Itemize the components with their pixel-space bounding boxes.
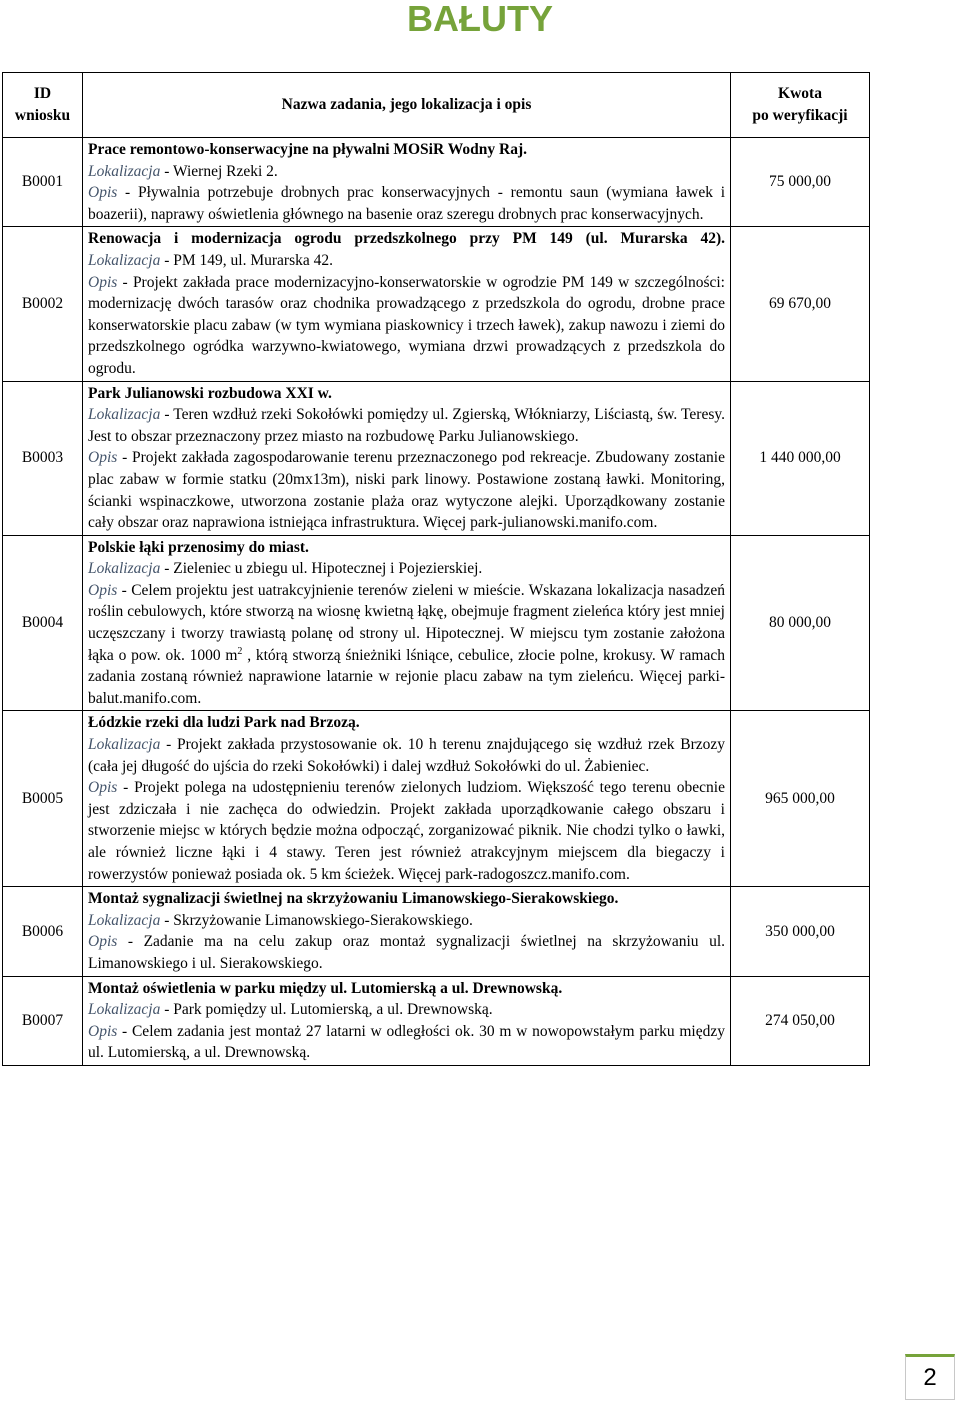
row-id: B0007 [3,976,83,1065]
description-text: - Pływalnia potrzebuje drobnych prac konserwacyjnych - remontu saun (wymiana ławek i boazerii), naprawy oświetlenia głównego na basenie oraz szeregu drobnych prac konserwacyjnych. [88,184,725,223]
page-title: BAŁUTY [407,0,553,39]
header-amount [731,73,870,138]
table-row [3,535,870,711]
description-label: Opis [88,779,118,797]
description-label: Opis [88,1022,118,1040]
task-description [88,272,725,380]
description-text: - Celem zadania jest montaż 27 latarni w odległości ok. 30 m w nowopowstałym parku między ul. Lutomierską, a ul. Drewnowską. [88,1022,725,1062]
row-amount: 1 440 000,00 [731,381,870,535]
description-label: Opis [88,184,118,202]
row-id: B0001 [3,138,83,227]
row-description [83,381,731,535]
row-description [83,227,731,381]
description-text: - Zadanie ma na celu zakup oraz montaż sygnalizacji świetlnej na skrzyżowaniu ul. Limanowskiego i ul. Sierakowskiego. [88,933,725,972]
task-title: Montaż oświetlenia w parku między ul. Lutomierską a ul. Drewnowską. [88,979,563,997]
task-title: Renowacja i modernizacja ogrodu przedszkolnego przy PM 149 (ul. Murarska 42). [88,230,725,248]
task-title: Prace remontowo-konserwacyjne na pływalni MOSiR Wodny Raj. [88,141,528,158]
description-text: - Projekt zakłada prace modernizacyjno-konserwatorskie w ogrodzie PM 149 w szczególności: modernizację dwóch tarasów oraz chodnika prowadzącego z przedszkola do ogrodu, drobne prace konserwatorskie placu zabaw (w tym wymiana piaskownicy i trzech ławek), zakup nawozu i ziemi do przedszkolnego ogródka warzywno-kwiatowego, wymiana drzwi prowadzących z przedszkola do ogrodu. [88,273,725,377]
row-amount: 350 000,00 [731,887,870,976]
task-title: Park Julianowski rozbudowa XXI w. [88,384,332,402]
description-text: - Projekt zakłada zagospodarowanie terenu przeznaczonego pod rekreacje. Zbudowany zostanie plac zabaw w formie statku (20mx13m), niski park linowy. Postawione zostaną ławki. Monitoring, ścianki wspinaczkowe, utworzona zostanie plaża oraz wytyczone alejki. Uporządkowany zostanie cały obszar oraz naprawiona istniejąca infrastruktura. Więcej park-julianowski.manifo.com. [88,449,725,532]
description-label: Opis [88,581,118,599]
row-description [83,711,731,887]
table-header-row [3,73,870,138]
row-description [83,535,731,711]
task-location [88,161,725,183]
projects-table [2,72,870,1066]
location-text: - Wiernej Rzeki 2. [160,162,278,180]
table-row [3,887,870,976]
location-text: - PM 149, ul. Murarska 42. [160,251,333,269]
task-description [88,1021,725,1064]
row-amount: 274 050,00 [731,976,870,1065]
location-label: Lokalizacja [88,162,161,180]
location-text: - Skrzyżowanie Limanowskiego-Sierakowskiego. [160,911,473,929]
header-id-line2: wniosku [14,107,71,124]
row-description [83,138,731,227]
location-label: Lokalizacja [88,1001,161,1019]
table-row [3,381,870,535]
row-amount: 69 670,00 [731,227,870,381]
task-location [88,558,725,580]
task-description [88,447,725,533]
location-text: - Zieleniec u zbiegu ul. Hipotecznej i Pojezierskiej. [160,560,483,578]
task-location [88,910,725,932]
location-label: Lokalizacja [88,560,161,578]
description-text: - Celem projektu jest uatrakcyjnienie terenów zieleni w mieście. Wskazana lokalizacja nasadzeń roślin cebulowych, które stworzą na wiosnę kwietną łąkę, obejmuje fragment zieleńca który jest mniej uczęszczany i tworzy trawiastą polanę od strony ul. Hipotecznej. W miejscu tym zostanie założona łąka o pow. ok. 1000 m [88,581,725,664]
row-amount: 965 000,00 [731,711,870,887]
task-title: Polskie łąki przenosimy do miast. [88,538,309,556]
table-row [3,227,870,381]
header-name-text: Nazwa zadania, jego lokalizacja i opis [281,96,532,114]
description-text: - Projekt polega na udostępnieniu terenów zielonych ludziom. Większość tego terenu obecnie jest zdziczała i nie zachęca do odwiedzin. Projekt zakłada uporządkowanie całego obszaru i stworzenie miejsc w których będzie można odpocząć, zorganizować piknik. Nie chodzi tylko o ławki, ale również liczne łąki i 4 stawy. Teren jest również atrakcyjnym miejscem dla biegaczy i rowerzystów ponieważ posiada ok. 5 km ścieżek. Więcej park-radogoszcz.manifo.com. [88,779,725,883]
location-text: - Teren wzdłuż rzeki Sokołówki pomiędzy ul. Zgierską, Włókniarzy, Liściastą, św. Teresy. Jest to obszar przeznaczony przez miasto na rozbudowę Parku Julianowskiego. [88,406,725,445]
task-title: Łódzkie rzeki dla ludzi Park nad Brzozą. [88,714,360,732]
row-id: B0004 [3,535,83,711]
description-text-tail: , którą stworzą śnieżniki lśniące, cebulice, złocie polne, krokusy. W ramach zadania zostaną również naprawione latarnie w rejonie placu zabaw na tym zieleńcu. Więcej parki-balut.manifo.com. [88,646,725,707]
table-row [3,711,870,887]
row-description [83,976,731,1065]
task-location [88,404,725,447]
header-name [83,73,731,138]
task-title: Montaż sygnalizacji świetlnej na skrzyżowaniu Limanowskiego-Sierakowskiego. [88,890,619,908]
table-row [3,976,870,1065]
location-text: - Projekt zakłada przystosowanie ok. 10 h terenu znajdującego się wzdłuż rzek Brzozy (cała jej długość do ujścia do rzeki Sokołówki) i dalej wzdłuż Sokołówki do ul. Żabieniec. [88,736,725,775]
location-label: Lokalizacja [88,406,161,424]
row-id: B0002 [3,227,83,381]
row-amount: 75 000,00 [731,138,870,227]
table-row [3,138,870,227]
page-number: 2 [905,1354,955,1400]
header-id-line1: ID [33,85,52,103]
description-label: Opis [88,933,118,951]
task-description [88,931,725,974]
header-amount-line2: po weryfikacji [752,107,848,124]
task-description [88,580,725,710]
task-location [88,999,725,1021]
row-description [83,887,731,976]
description-label: Opis [88,273,118,291]
location-label: Lokalizacja [88,251,161,269]
location-label: Lokalizacja [88,736,161,754]
row-id: B0003 [3,381,83,535]
row-amount: 80 000,00 [731,535,870,711]
task-location [88,734,725,777]
task-location [88,250,725,272]
header-amount-line1: Kwota [778,85,822,103]
description-label: Opis [88,449,118,467]
header-id [3,73,83,138]
row-id: B0006 [3,887,83,976]
row-id: B0005 [3,711,83,887]
task-description [88,182,725,225]
superscript-2: 2 [237,645,243,657]
location-text: - Park pomiędzy ul. Lutomierską, a ul. Drewnowską. [160,1001,493,1019]
task-description [88,777,725,885]
location-label: Lokalizacja [88,911,161,929]
